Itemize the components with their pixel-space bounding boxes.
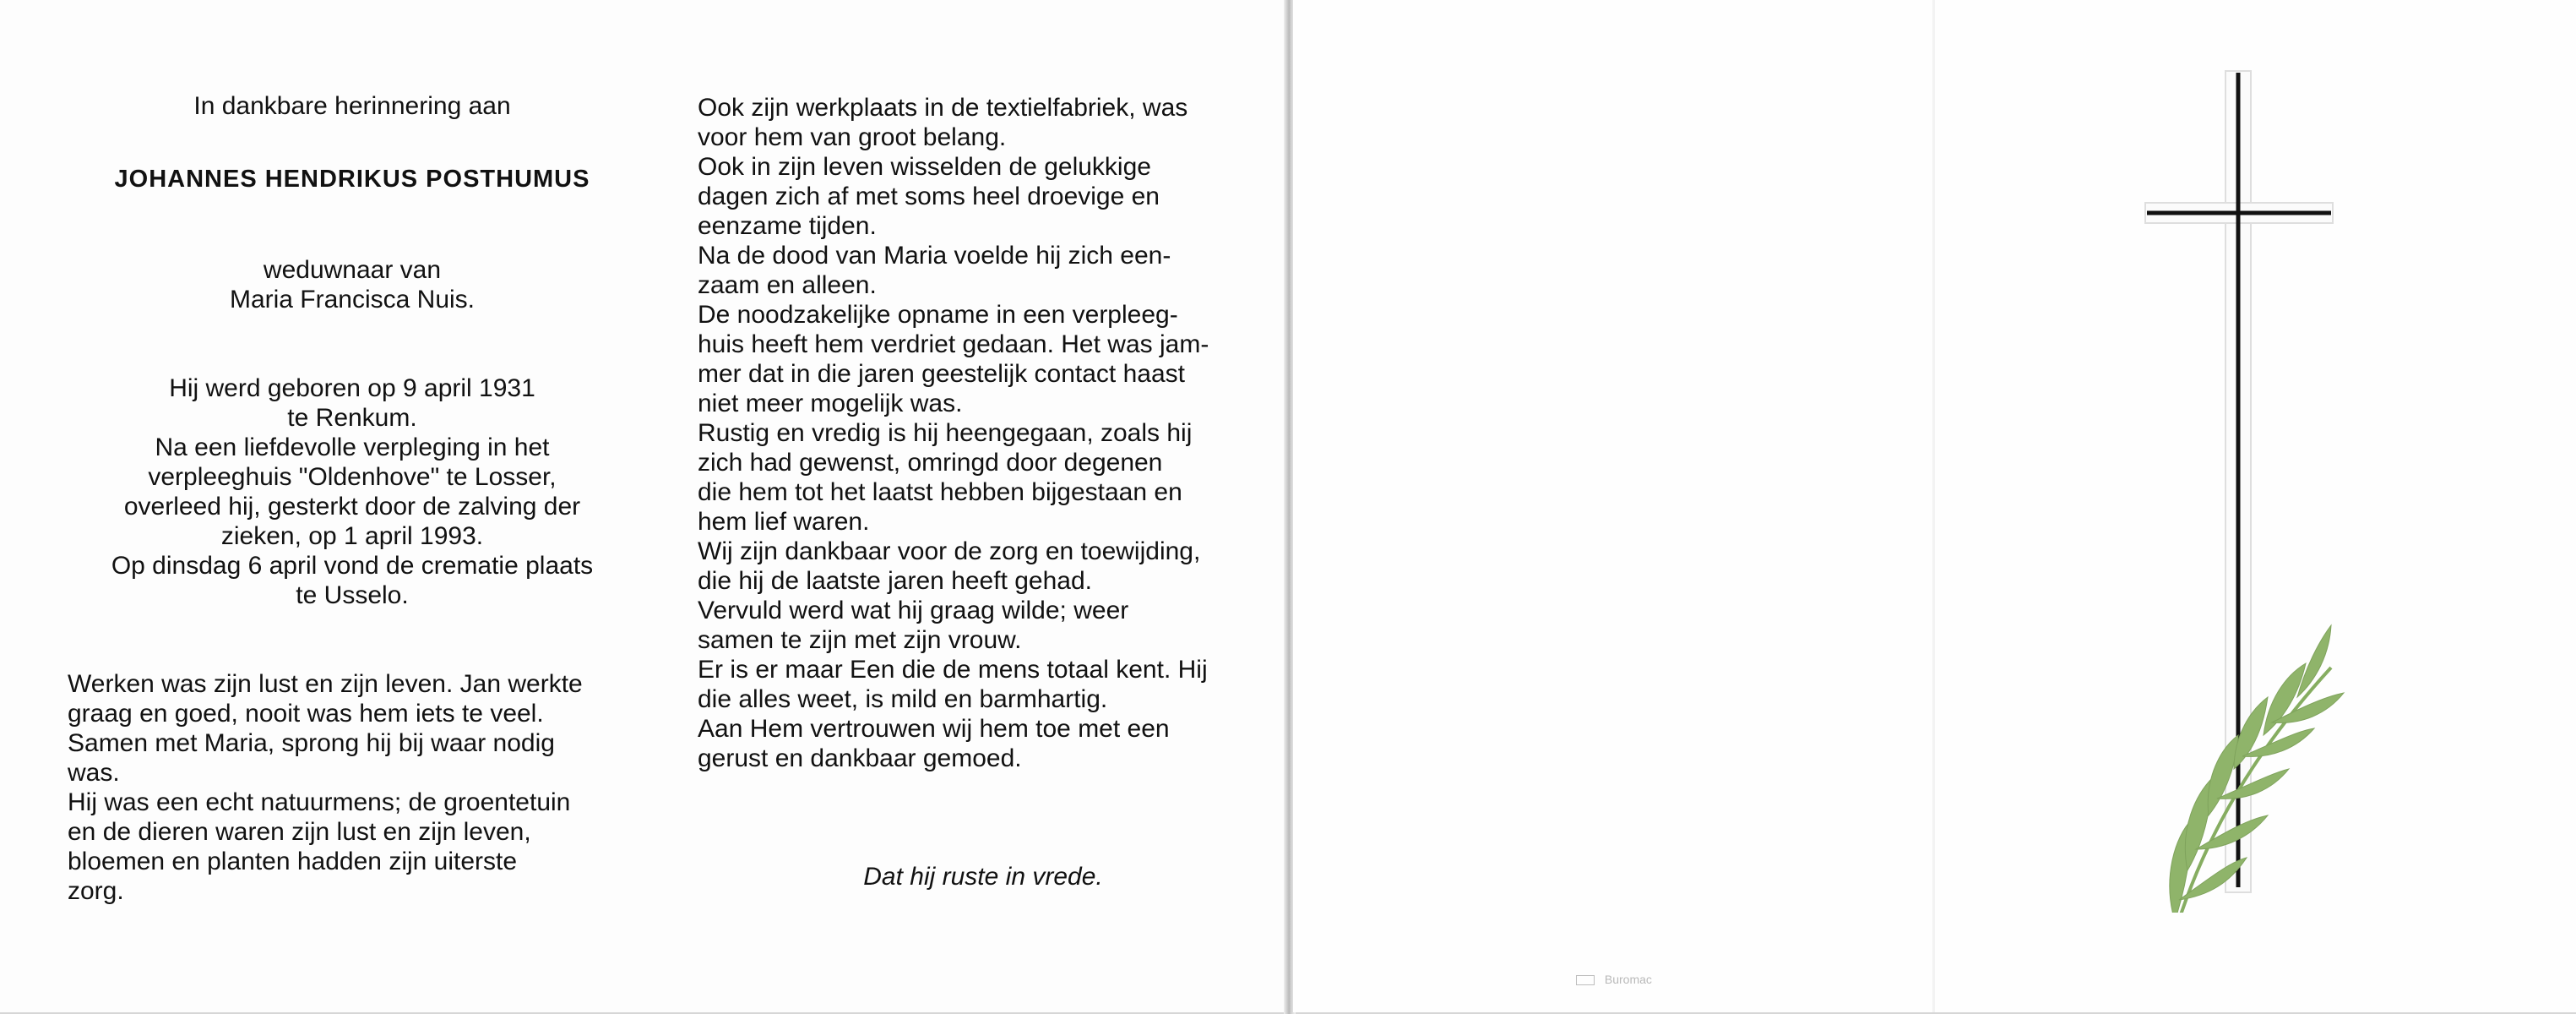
tribute-line: Samen met Maria, sprong hij bij waar nodig [68, 729, 555, 757]
bio-line: Na een liefdevolle verpleging in het [155, 433, 550, 461]
tribute-line: was. [68, 759, 120, 787]
text-line: Aan Hem vertrouwen wij hem toe met een [698, 715, 1170, 743]
bio-line: te Renkum. [287, 404, 417, 432]
bio-line: overleed hij, gesterkt door de zalving der [123, 493, 581, 521]
text-line: die hij de laatste jaren heeft gehad. [698, 567, 1093, 595]
tribute-block [68, 669, 637, 906]
text-line: Rustig en vredig is hij heengegaan, zoals hij [698, 419, 1193, 447]
text-line: hem lief waren. [698, 508, 870, 536]
bio-line: te Usselo. [296, 581, 409, 609]
text-line: mer dat in die jaren geestelijk contact haast [698, 360, 1185, 388]
card-inner-spread [0, 0, 1286, 1012]
printer-mark-text: Buromac [1604, 973, 1652, 986]
bio-line: verpleeghuis "Oldenhove" te Losser, [148, 463, 557, 491]
text-line: samen te zijn met zijn vrouw. [698, 626, 1022, 654]
text-line: niet meer mogelijk was. [698, 390, 963, 417]
widower-line: weduwnaar van [263, 256, 442, 284]
text-line: Ook in zijn leven wisselden de gelukkige [698, 153, 1151, 181]
text-line: Wij zijn dankbaar voor de zorg en toewijding, [698, 537, 1201, 565]
text-line: De noodzakelijke opname in een verpleeg- [698, 301, 1178, 329]
text-line: die alles weet, is mild en barmhartig. [698, 685, 1108, 713]
text-line: die hem tot het laatst hebben bijgestaan en [698, 478, 1182, 506]
text-line: Vervuld werd wat hij graag wilde; weer [698, 597, 1129, 624]
closing-line: Dat hij ruste in vrede. [863, 863, 1103, 891]
palm-branch-icon [2162, 625, 2344, 913]
text-line: zaam en alleen. [698, 271, 877, 299]
tribute-line: Hij was een echt natuurmens; de groentetuin [68, 788, 571, 816]
tribute-line: Werken was zijn lust en zijn leven. Jan werkte [68, 670, 583, 698]
tribute-line: graag en goed, nooit was hem iets te veel. [68, 700, 544, 728]
spouse-name: Maria Francisca Nuis. [229, 286, 476, 313]
text-line: Er is er maar Een die de mens totaal kent. Hij [698, 656, 1208, 684]
text-line: gerust en dankbaar gemoed. [698, 744, 1022, 772]
bio-line: Hij werd geboren op 9 april 1931 [169, 374, 535, 402]
intro-line: In dankbare herinnering aan [193, 92, 511, 120]
back-fold-line [1932, 0, 1935, 1012]
text-line: dagen zich af met soms heel droevige en [698, 183, 1160, 210]
text-line: huis heeft hem verdriet gedaan. Het was jam- [698, 330, 1209, 358]
text-line: eenzame tijden. [698, 212, 877, 240]
bio-line: Op dinsdag 6 april vond de crematie plaats [111, 552, 594, 580]
bio-line: zieken, op 1 april 1993. [220, 522, 484, 550]
text-line: Na de dood van Maria voelde hij zich een- [698, 242, 1171, 270]
cross-with-palm [2128, 68, 2348, 913]
printer-logo-icon [1576, 975, 1595, 985]
cross-icon [2145, 71, 2333, 892]
tribute-line: zorg. [68, 877, 124, 905]
text-line: Ook zijn werkplaats in de textielfabriek, was [698, 94, 1188, 122]
left-column [68, 91, 637, 906]
text-line: zich had gewenst, omringd door degenen [698, 449, 1163, 477]
printer-mark [1576, 973, 1652, 986]
tribute-line: en de dieren waren zijn lust en zijn leven, [68, 818, 531, 846]
text-line: voor hem van groot belang. [698, 123, 1007, 151]
deceased-name: JOHANNES HENDRIKUS POSTHUMUS [114, 166, 590, 193]
tribute-line: bloemen en planten hadden zijn uiterste [68, 848, 518, 875]
biography-block [68, 373, 637, 610]
memorial-text [698, 93, 1269, 773]
right-column [698, 93, 1269, 891]
